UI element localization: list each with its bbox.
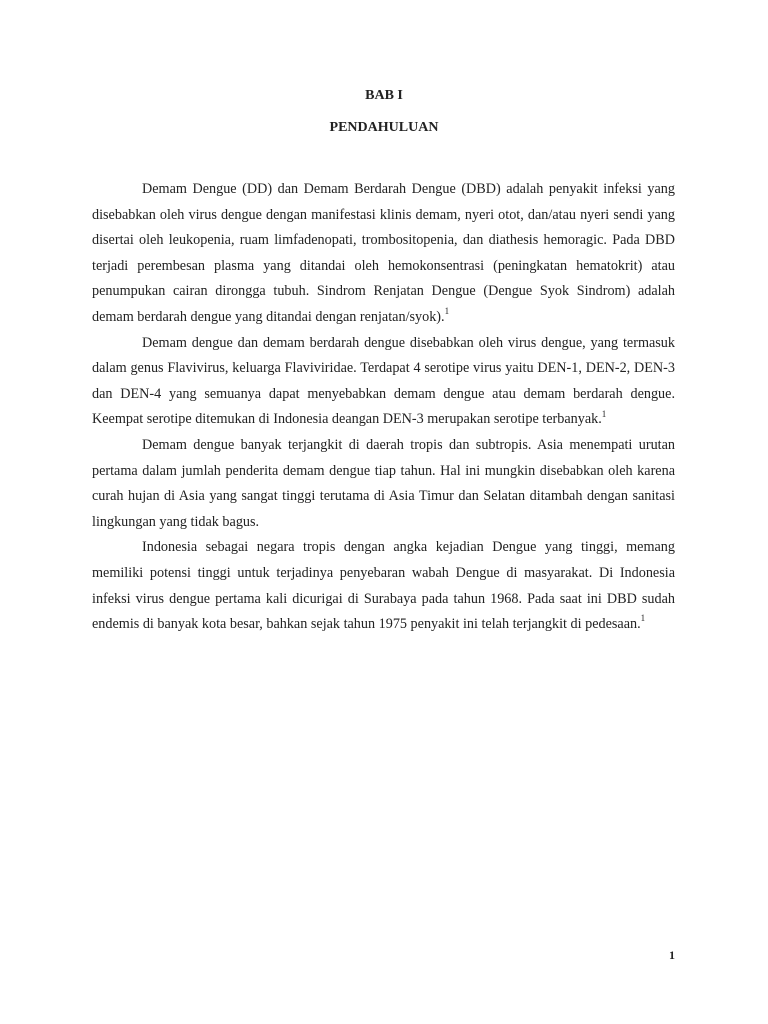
citation-marker: 1 — [444, 306, 450, 317]
paragraph-text: Indonesia sebagai negara tropis dengan angka kejadian Dengue yang tinggi, memang memiliki potensi tinggi untuk terjadinya penyebaran wabah Dengue di masyarakat. Di Indonesia infeksi virus dengue pertama kali dicurigai di Surabaya pada tahun 1968. Pada saat ini DBD sudah endemis di banyak kota besar, bahkan sejak tahun 1975 penyakit ini telah terjangkit di pedesaan. — [92, 539, 675, 633]
paragraph-text: Demam dengue banyak terjangkit di daerah tropis dan subtropis. Asia menempati urutan pertama dalam jumlah penderita demam dengue tiap tahun. Hal ini mungkin disebabkan oleh karena curah hujan di Asia yang sangat tinggi terutama di Asia Timur dan Selatan ditambah dengan sanitasi lingkungan yang tidak bagus. — [92, 436, 675, 530]
chapter-title: PENDAHULUAN — [329, 120, 439, 135]
paragraph-4 — [92, 535, 675, 637]
page-number: 1 — [669, 948, 675, 962]
chapter-number: BAB I — [365, 88, 403, 103]
paragraph-1 — [92, 177, 675, 331]
paragraph-3 — [92, 433, 675, 535]
body-text — [92, 177, 675, 638]
citation-marker: 1 — [640, 613, 646, 624]
paragraph-text: Demam dengue dan demam berdarah dengue disebabkan oleh virus dengue, yang termasuk dalam genus Flavivirus, keluarga Flaviviridae. Terdapat 4 serotipe virus yaitu DEN-1, DEN-2, DEN-3 dan DEN-4 yang semuanya dapat menyebabkan demam dengue atau demam berdarah dengue. Keempat serotipe ditemukan di Indonesia deangan DEN-3 merupakan serotipe terbanyak. — [92, 334, 675, 428]
paragraph-text: Demam Dengue (DD) dan Demam Berdarah Dengue (DBD) adalah penyakit infeksi yang disebabkan oleh virus dengue dengan manifestasi klinis demam, nyeri otot, dan/atau nyeri sendi yang disertai oleh leukopenia, ruam limfadenopati, trombositopenia, dan diathesis hemoragic. Pada DBD terjadi perembesan plasma yang ditandai oleh hemokonsentrasi (peningkatan hematokrit) atau penumpukan cairan dirongga tubuh. Sindrom Renjatan Dengue (Dengue Syok Sindrom) adalah demam berdarah dengue yang ditandai dengan renjatan/syok). — [92, 181, 675, 325]
paragraph-2 — [92, 331, 675, 433]
citation-marker: 1 — [601, 408, 607, 419]
